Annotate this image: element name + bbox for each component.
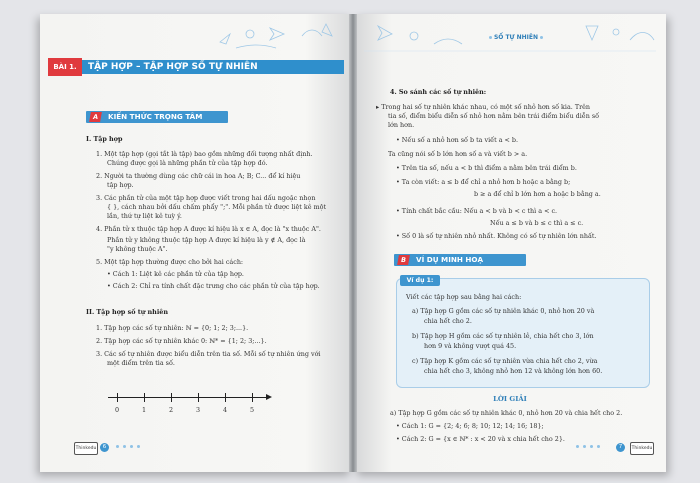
number-line-label: 0 [115, 406, 120, 414]
text-line: • Số 0 là số tự nhiên nhỏ nhất. Không có số tự nhiên lớn nhất. [396, 232, 597, 240]
text-line: • Trên tia số, nếu a < b thì điểm a nằm bên trái điểm b. [396, 164, 577, 172]
page-number: 7 [616, 443, 625, 452]
page-number: 6 [100, 443, 109, 452]
number-line-label: 1 [142, 406, 147, 414]
text-line: • Ta còn viết: a ≤ b để chỉ a nhỏ hơn b hoặc a bằng b; [396, 178, 571, 186]
section-b-bar [394, 254, 526, 266]
text-line: Chúng được gọi là những phần tử của tập hợp đó. [107, 159, 268, 167]
section-b-badge: B [397, 255, 410, 265]
text-line: b) Tập hợp H gồm các số tự nhiên lẻ, chia hết cho 3, lớn [412, 332, 594, 340]
publisher-logo: Thinkedu [74, 442, 98, 455]
example-tag: Ví dụ 1: [400, 275, 440, 286]
left-page [40, 14, 352, 472]
solution-title: LỜI GIẢI [493, 395, 527, 403]
section-a-badge: A [89, 112, 102, 122]
text-line: lần, thứ tự liệt kê tuỳ ý. [107, 212, 182, 220]
section-a-bar [86, 111, 228, 123]
text-line: tia số, điểm biểu diễn số nhỏ hơn nằm bên trái điểm biểu diễn số [388, 112, 600, 120]
open-book [40, 14, 666, 472]
text-line: Phần tử y không thuộc tập hợp A được kí hiệu là y ∉ A, đọc là [107, 236, 306, 244]
chapter-header [474, 32, 558, 44]
text-line: 3. Các số tự nhiên được biểu diễn trên tia số. Mỗi số tự nhiên ứng với [96, 350, 321, 358]
text-line: • Tính chất bắc cầu: Nếu a < b và b < c thì a < c. [396, 207, 558, 215]
text-line: hơn 9 và không vượt quá 45. [424, 342, 517, 350]
text-line: "y không thuộc A". [107, 245, 168, 253]
text-line: chia hết cho 2. [424, 317, 472, 325]
text-line: • Cách 2: G = {x ∈ ℕ* : x < 20 và x chia hết cho 2}. [396, 435, 565, 443]
text-line: ▸ Trong hai số tự nhiên khác nhau, có một số nhỏ hơn số kia. Trên [376, 103, 591, 111]
section-a-title: KIẾN THỨC TRỌNG TÂM [108, 112, 203, 121]
number-line-label: 5 [250, 406, 255, 414]
section-b-title: VÍ DỤ MINH HOẠ [416, 255, 484, 264]
part2-title: II. Tập hợp số tự nhiên [86, 308, 168, 316]
book-spine [349, 14, 357, 472]
text-line: 1. Một tập hợp (gọi tắt là tập) bao gồm những đối tượng nhất định. [96, 150, 313, 158]
chapter-header-text: SỐ TỰ NHIÊN [493, 34, 539, 41]
text-line: tập hợp. [107, 181, 134, 189]
text-line: Viết các tập hợp sau bằng hai cách: [406, 293, 522, 301]
text-line: • Nếu số a nhỏ hơn số b ta viết a < b. [396, 136, 519, 144]
text-line: Nếu a ≤ b và b ≤ c thì a ≤ c. [490, 219, 584, 227]
number-line-tick [171, 393, 172, 402]
number-line-tick [252, 393, 253, 402]
text-line: chia hết cho 3, không nhỏ hơn 12 và không lớn hơn 60. [424, 367, 603, 375]
text-line: a) Tập hợp G gồm các số tự nhiên khác 0, nhỏ hơn 20 và [412, 307, 595, 315]
doodle-decoration [40, 14, 352, 54]
text-line: 5. Một tập hợp thường được cho bởi hai cách: [96, 258, 244, 266]
right-page [354, 14, 666, 472]
part4-title: 4. So sánh các số tự nhiên: [390, 88, 487, 96]
number-line-label: 4 [223, 406, 228, 414]
lesson-tag: BÀI 1. [48, 58, 82, 76]
number-line-label: 2 [169, 406, 174, 414]
part1-title: I. Tập hợp [86, 135, 123, 143]
number-line-tick [225, 393, 226, 402]
text-line: { }, cách nhau bởi dấu chấm phẩy ";". Mỗi phần tử được liệt kê một [107, 203, 327, 211]
footer-dots [114, 444, 142, 450]
text-line: • Cách 2: Chỉ ra tính chất đặc trưng cho các phần tử của tập hợp. [107, 282, 320, 290]
text-line: c) Tập hợp K gồm các số tự nhiên vừa chia hết cho 2, vừa [412, 357, 598, 365]
number-line [108, 397, 268, 398]
text-line: Ta cũng nói số b lớn hơn số a và viết b > a. [388, 150, 528, 158]
number-line-tick [144, 393, 145, 402]
number-line-tick [198, 393, 199, 402]
text-line: 3. Các phần tử của một tập hợp được viết trong hai dấu ngoặc nhọn [96, 194, 316, 202]
footer-dots [574, 444, 602, 450]
text-line: • Cách 1: G = {2; 4; 6; 8; 10; 12; 14; 16; 18}; [396, 422, 544, 430]
text-line: một điểm trên tia số. [107, 359, 175, 367]
number-line-tick [117, 393, 118, 402]
lesson-title: TẬP HỢP – TẬP HỢP SỐ TỰ NHIÊN [88, 62, 258, 72]
text-line: 1. Tập hợp các số tự nhiên: ℕ = {0; 1; 2; 3;...}. [96, 324, 249, 332]
publisher-logo: Thinkedu [630, 442, 654, 455]
text-line: • Cách 1: Liệt kê các phần tử của tập hợp. [107, 270, 244, 278]
text-line: lớn hơn. [388, 121, 415, 129]
text-line: a) Tập hợp G gồm các số tự nhiên khác 0, nhỏ hơn 20 và chia hết cho 2. [390, 409, 623, 417]
text-line: 2. Người ta thường dùng các chữ cái in hoa A; B; C... để kí hiệu [96, 172, 301, 180]
text-line: b ≥ a để chỉ b lớn hơn a hoặc b bằng a. [474, 190, 601, 198]
number-line-label: 3 [196, 406, 201, 414]
text-line: 2. Tập hợp các số tự nhiên khác 0: ℕ* = {1; 2; 3;...}. [96, 337, 267, 345]
text-line: 4. Phần tử x thuộc tập hợp A được kí hiệu là x ∈ A, đọc là "x thuộc A". [96, 225, 321, 233]
number-line-arrow [266, 394, 272, 400]
